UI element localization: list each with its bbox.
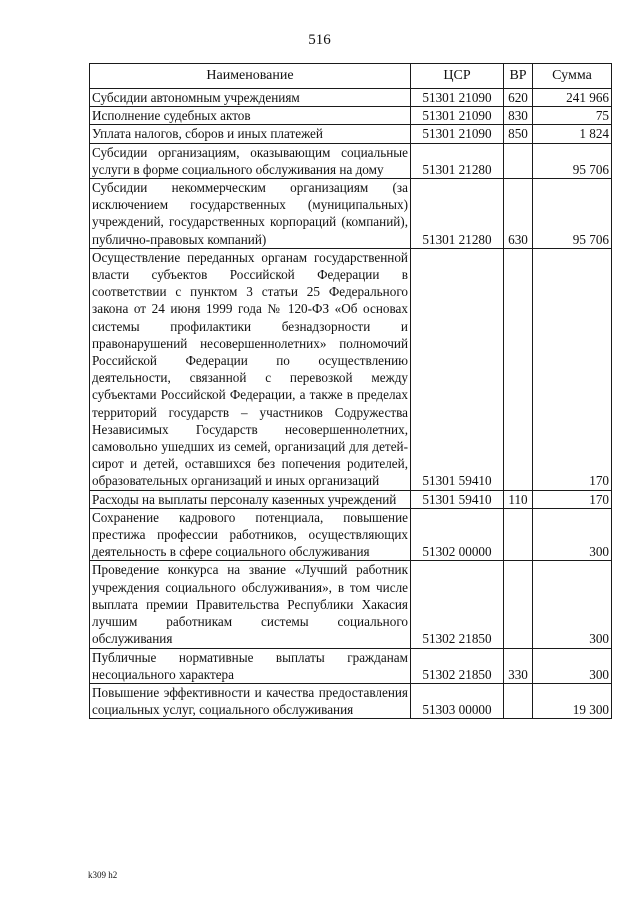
row-sum: 1 824: [533, 125, 612, 143]
row-sum: 170: [533, 248, 612, 490]
row-csr: 51301 21090: [411, 107, 504, 125]
row-vr: [504, 143, 533, 178]
row-vr: 620: [504, 89, 533, 107]
row-name: Субсидии некоммерческим организациям (за исключением государственных (муниципальных) учреждений, государственных корпораций (компаний), публично-правовых компаний): [90, 179, 411, 249]
table-row: [90, 683, 612, 718]
row-csr: 51301 21280: [411, 143, 504, 178]
row-csr: 51301 21090: [411, 125, 504, 143]
table-row: [90, 179, 612, 249]
row-name: Проведение конкурса на звание «Лучший работник учреждения социального обслуживания», в том числе выплата премии Правительства Республики Хакасия лучшим работникам системы социального обслуживания: [90, 561, 411, 648]
row-name: Осуществление переданных органам государственной власти субъектов Российской Федерации в соответствии с пунктом 3 статьи 25 Федерального закона от 24 июня 1999 года № 120-ФЗ «Об основах системы профилактики безнадзорности и правонарушений несовершеннолетних» полномочий Российской Федерации по осуществлению деятельности, связанной с перевозкой между субъектами Российской Федерации, а также в пределах территорий государств – участников Содружества Независимых Государств несовершеннолетних, самовольно ушедших из семей, организаций для детей-сирот и детей, оставшихся без попечения родителей, образовательных организаций и иных организаций: [90, 248, 411, 490]
row-csr: 51302 00000: [411, 508, 504, 561]
row-sum: 95 706: [533, 143, 612, 178]
row-name: Повышение эффективности и качества предоставления социальных услуг, социального обслуживания: [90, 683, 411, 718]
row-vr: 830: [504, 107, 533, 125]
header-name: Наименование: [90, 64, 411, 89]
row-name: Уплата налогов, сборов и иных платежей: [90, 125, 411, 143]
budget-table: [89, 63, 612, 719]
table-header-row: [90, 64, 612, 89]
row-name: Публичные нормативные выплаты гражданам несоциального характера: [90, 648, 411, 683]
row-name: Сохранение кадрового потенциала, повышение престижа профессии работников, осуществляющих деятельность в сфере социального обслуживания: [90, 508, 411, 561]
table-row: [90, 89, 612, 107]
row-sum: 170: [533, 490, 612, 508]
table-row: [90, 490, 612, 508]
row-vr: 110: [504, 490, 533, 508]
row-sum: 19 300: [533, 683, 612, 718]
row-vr: [504, 561, 533, 648]
table-row: [90, 125, 612, 143]
row-vr: 330: [504, 648, 533, 683]
table-row: [90, 508, 612, 561]
row-vr: [504, 248, 533, 490]
row-sum: 241 966: [533, 89, 612, 107]
header-csr: ЦСР: [411, 64, 504, 89]
row-vr: 630: [504, 179, 533, 249]
row-name: Субсидии организациям, оказывающим социальные услуги в форме социального обслуживания на дому: [90, 143, 411, 178]
header-vr: ВР: [504, 64, 533, 89]
row-csr: 51302 21850: [411, 648, 504, 683]
row-vr: [504, 683, 533, 718]
row-vr: [504, 508, 533, 561]
row-vr: 850: [504, 125, 533, 143]
row-sum: 300: [533, 561, 612, 648]
row-csr: 51301 21280: [411, 179, 504, 249]
row-csr: 51303 00000: [411, 683, 504, 718]
table-row: [90, 248, 612, 490]
table-row: [90, 561, 612, 648]
row-sum: 95 706: [533, 179, 612, 249]
table-row: [90, 143, 612, 178]
footer-code: k309 h2: [88, 870, 118, 880]
row-sum: 300: [533, 648, 612, 683]
row-sum: 75: [533, 107, 612, 125]
row-csr: 51302 21850: [411, 561, 504, 648]
page-number: 516: [308, 32, 331, 48]
row-csr: 51301 21090: [411, 89, 504, 107]
table-row: [90, 107, 612, 125]
row-name: Субсидии автономным учреждениям: [90, 89, 411, 107]
row-csr: 51301 59410: [411, 490, 504, 508]
table-row: [90, 648, 612, 683]
row-sum: 300: [533, 508, 612, 561]
row-name: Расходы на выплаты персоналу казенных учреждений: [90, 490, 411, 508]
header-sum: Сумма: [533, 64, 612, 89]
row-csr: 51301 59410: [411, 248, 504, 490]
row-name: Исполнение судебных актов: [90, 107, 411, 125]
